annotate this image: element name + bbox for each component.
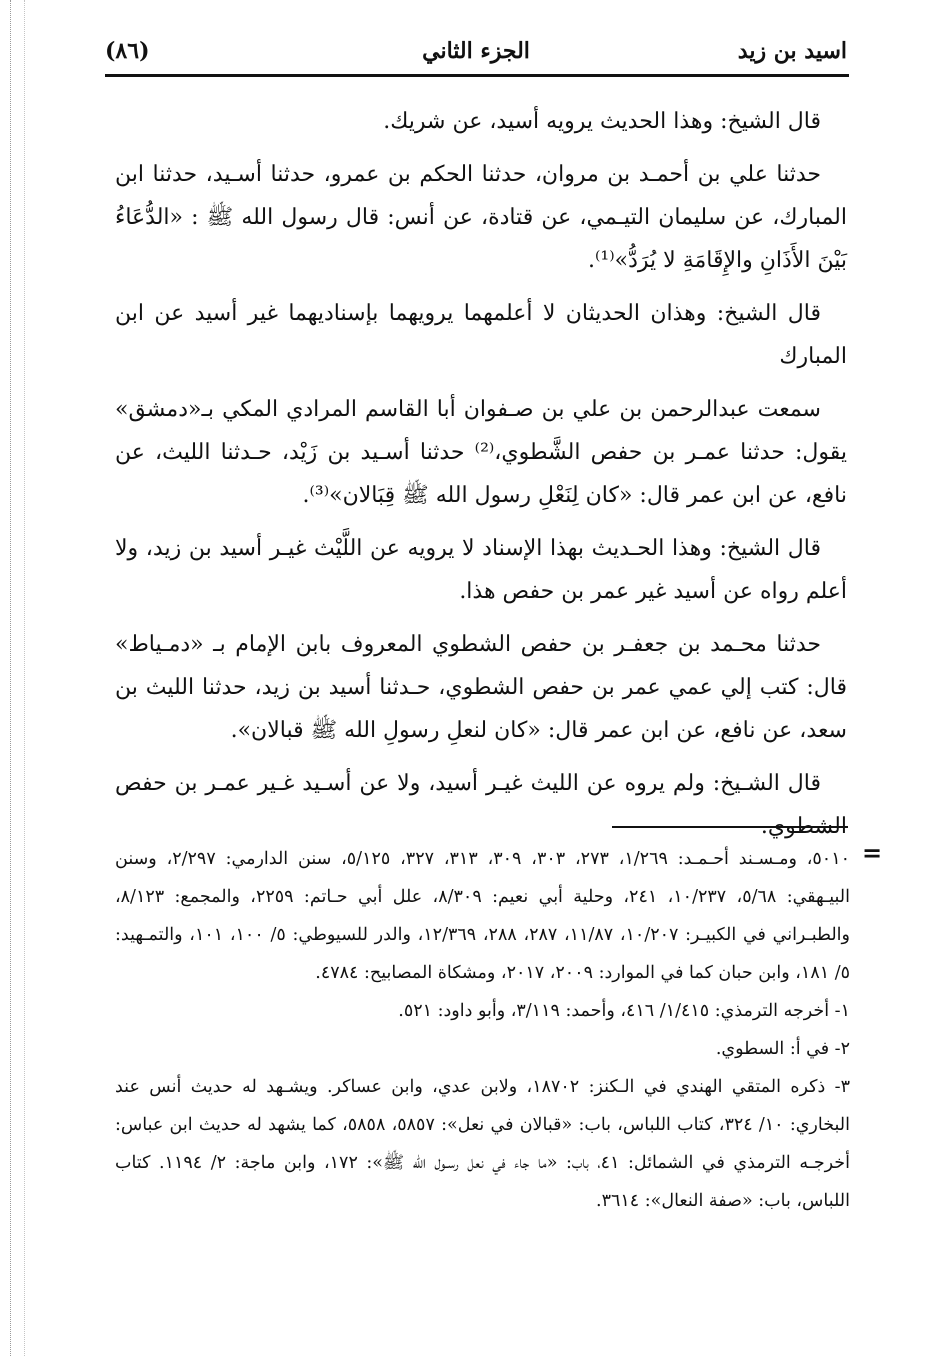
part-title: الجزء الثاني	[422, 38, 530, 64]
running-header	[105, 38, 847, 72]
paragraph-2: حدثنا علي بن أحمـد بن مروان، حدثنا الحكم بن عمرو، حدثنا أسـيد، حدثنا ابن المبارك، عن سليمان التيـمي، عن قتادة، عن أنس: قال رسول الله ﷺ : «الدُّعَاءُ بَيْنَ الأَذَانِ والإِقَامَةِ لا يُرَدُّ»⁽¹⁾.	[115, 162, 847, 273]
paragraph-3: قال الشيخ: وهذان الحديثان لا أعلمهما يرويهما بإسناديهما غير أسيد عن ابن المبارك	[115, 301, 847, 369]
footnote-continuation: ٥٠١٠، ومـسـند أحـمـد: ١/٢٦٩، ٢٧٣، ٣٠٣، ٣٠٩، ٣١٣، ٣٢٧، ٥/١٢٥، سنن الدارمي: ٢/٢٩٧، وسنن البيـهقي: ٥/٦٨، ١٠/٢٣٧، ٢٤١، وحلية أبي نعيم: ٨/٣٠٩، علل أبي حـاتم: ٢٢٥٩، والمجمع: ٨/١٢٣، والطبـراني في الكبيـر: ١٠/٢٠٧، ١١/٨٧، ٢٨٧، ٢٨٨، ١٢/٣٦٩، والدر للسيوطي: ٥/ ١٠٠، ١٠١، والتمـهيد: ٥/ ١٨١، وابن حبان كما في الموارد: ٢٠٠٩، ٢٠١٧، ومشكاة المصابيح: ٤٧٨٤.	[115, 849, 851, 983]
footnote-2: ٢- في أ: السطوي.	[715, 1039, 850, 1059]
scan-margin-dots	[10, 0, 11, 1356]
paragraph-4: سمعت عبدالرحمن بن علي بن صـفوان أبا القاسم المرادي المكي بـ«دمشق» يقول: حدثنا عمـر بن حفص الشَّطوي،⁽²⁾ حدثنا أسـيد بن زَيْد، حـدثنا الليث، عن نافع، عن ابن عمر قال: «كان لِنَعْلِ رسول الله ﷺ قِبَالان»⁽³⁾.	[115, 397, 847, 508]
header-rule	[105, 74, 849, 77]
paragraph-6: حدثنا محـمد بن جعفـر بن حفص الشطوي المعروف بابن الإمام بـ «دمـياط» قال: كتب إلي عمي عمر بن حفص الشطوي، حـدثنا أسيد بن زيد، حدثنا الليث بن سعد، عن نافع، عن ابن عمر قال: «كان لنعلِ رسولِ الله ﷺ قبالان».	[115, 632, 847, 743]
paragraph-5: قال الشيخ: وهذا الحـديث بهذا الإسناد لا يرويه عن اللَّيْث غيـر أسيد بن زيد، ولا أعلم رواه عن أسيد غير عمر بن حفص هذا.	[115, 536, 847, 604]
footnote-3: ٣- ذكره المتقي الهندي في الـكنز: ١٨٧٠٢، ولابن عدي، وابن عساكر. ويشـهد له حديث أنس عند البخاري: ١٠/ ٣٢٤، كتاب اللباس، باب: «قبالان في نعل»: ٥٨٥٧، ٥٨٥٨، كما يشهد له حديث ابن عباس: أخرجـه الترمذي في الشمائل: ٤١، باب: «ما جاء في نعل رسـول الله ﷺ»: ١٧٢، وابن ماجة: ٢/ ١١٩٤. كتاب اللباس، باب: «صفة النعال»: ٣٦١٤.	[115, 1077, 850, 1211]
paragraph-1: قال الشيخ: وهذا الحديث يرويه أسيد، عن شريك.	[383, 109, 821, 134]
footnote-separator	[612, 826, 848, 828]
section-title: اسيد بن زيد	[737, 38, 847, 64]
footnote-continuation-mark: =	[862, 838, 883, 867]
page-number: (٨٦)	[105, 38, 150, 64]
main-text	[115, 100, 847, 858]
scan-margin-dots-secondary	[24, 0, 25, 1356]
paragraph-7: قال الشـيخ: ولم يروه عن الليث غيـر أسيد، ولا عن أسـيد غـير عمـر بن حفص الشطوي.	[115, 771, 847, 839]
footnotes	[115, 840, 850, 1220]
footnote-1: ١- أخرجه الترمذي: ١/٤١٥/ ٤١٦، وأحمد: ٣/١١٩، وأبو داود: ٥٢١.	[398, 1001, 850, 1021]
